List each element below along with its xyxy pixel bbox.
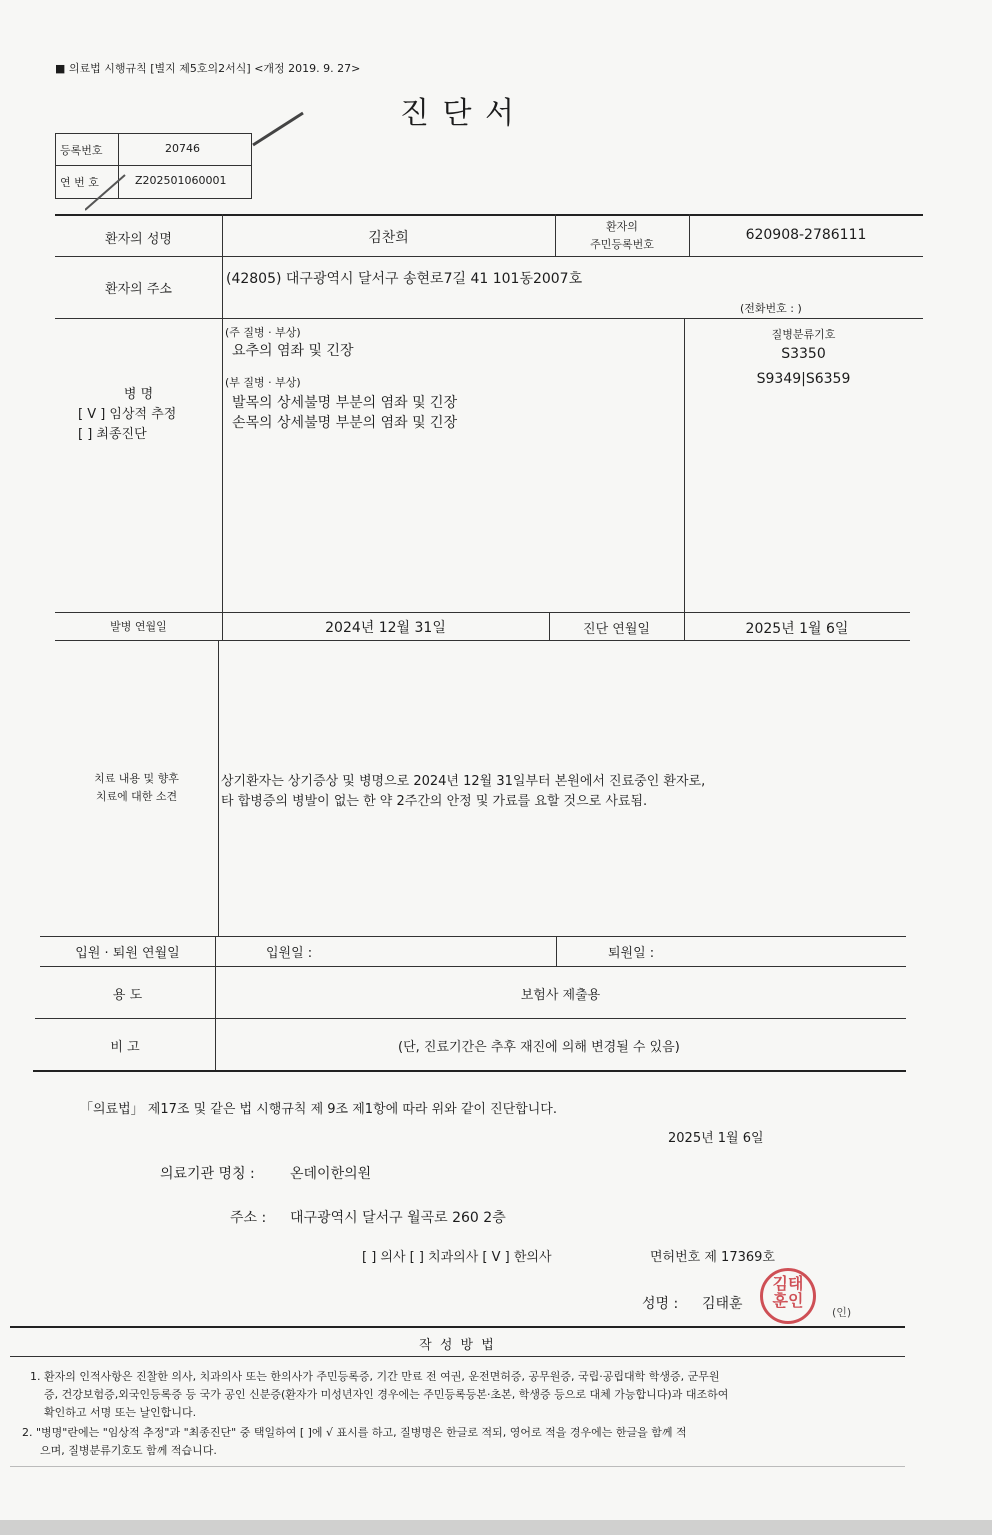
treatment-opinion-line-2: 타 합병증의 병발이 없는 한 약 2주간의 안정 및 가료를 요할 것으로 사료됨.	[221, 794, 648, 809]
clinical-estimate-check: [ V ] 임상적 추정	[78, 407, 177, 422]
instruction-1-line-2: 증, 건강보험증,외국인등록증 등 국가 공인 신분증(환자가 미성년자인 경우에는 주민등록등본·초본, 학생증 등으로 대체 가능합니다)과 대조하여	[44, 1388, 729, 1401]
remarks-label: 비 고	[110, 1040, 140, 1055]
instructions-title: 작 성 방 법	[419, 1338, 496, 1353]
document-title: 진 단 서	[400, 96, 517, 131]
purpose-label: 용 도	[112, 988, 143, 1003]
declaration-text: 「의료법」 제17조 및 같은 법 시행규칙 제 9조 제1항에 따라 위와 같이 진단합니다.	[80, 1102, 557, 1117]
purpose-value: 보험사 제출용	[520, 988, 601, 1003]
onset-date-label: 발병 연월일	[110, 620, 167, 633]
instruction-1-line-3: 확인하고 서명 또는 날인합니다.	[44, 1406, 197, 1419]
form-reference: ■ 의료법 시행규칙 [별지 제5호의2서식] <개정 2019. 9. 27>	[55, 62, 361, 75]
treatment-opinion-line-1: 상기환자는 상기증상 및 병명으로 2024년 12월 31일부터 본원에서 진료중인 환자로,	[221, 774, 706, 789]
patient-rrn: 620908-2786111	[745, 227, 867, 243]
sub-disease-label: (부 질병 · 부상)	[225, 376, 301, 389]
rrn-label-1: 환자의	[606, 220, 638, 233]
instruction-2-line-2: 으며, 질병분류기호도 함께 적습니다.	[40, 1444, 217, 1457]
sub-disease-2: 손목의 상세불명 부분의 염좌 및 긴장	[232, 415, 458, 431]
pen-scribble-mark	[85, 105, 315, 215]
treatment-label-2: 치료에 대한 소견	[95, 790, 178, 803]
patient-name: 김찬희	[368, 230, 409, 246]
institution-name: 온데이한의원	[290, 1166, 372, 1182]
disease-code-main: S3350	[781, 346, 826, 362]
disease-code-sub: S9349|S6359	[756, 371, 851, 387]
final-diagnosis-check: [ ] 최종진단	[78, 427, 147, 442]
serial-label: 연 번 호	[60, 176, 99, 189]
issue-date: 2025년 1월 6일	[668, 1131, 764, 1146]
patient-name-label: 환자의 성명	[105, 232, 172, 247]
rrn-label-2: 주민등록번호	[590, 238, 654, 251]
diagnosis-date-label: 진단 연월일	[583, 622, 650, 637]
instruction-1-line-1: 1. 환자의 인적사항은 진찰한 의사, 치과의사 또는 한의사가 주민등록증, 기간 만료 전 여권, 운전면허증, 공무원증, 국립·공립대학 학생증, 군무원	[30, 1370, 720, 1383]
official-seal-stamp: 김태 훈인	[760, 1268, 816, 1324]
institution-address-label: 주소 :	[230, 1210, 267, 1226]
remarks-value: (단, 진료기간은 추후 재진에 의해 변경될 수 있음)	[398, 1040, 680, 1055]
instruction-2-line-1: 2. "병명"란에는 "임상적 추정"과 "최종진단" 중 택일하여 [ ]에 √ 표시를 하고, 질병명은 한글로 적되, 영어로 적을 경우에는 한글을 함께 적	[22, 1426, 687, 1439]
registration-number: 20746	[165, 142, 200, 155]
treatment-label-1: 치료 내용 및 향후	[94, 772, 179, 785]
discharge-date-label: 퇴원일 :	[608, 946, 655, 961]
seal-placeholder: (인)	[832, 1306, 852, 1319]
patient-address-label: 환자의 주소	[105, 282, 172, 297]
phone-label: (전화번호 : )	[740, 302, 802, 315]
doctor-type-checks: [ ] 의사 [ ] 치과의사 [ V ] 한의사	[362, 1250, 552, 1265]
institution-address: 대구광역시 달서구 월곡로 260 2층	[290, 1210, 506, 1226]
sub-disease-1: 발목의 상세불명 부분의 염좌 및 긴장	[232, 395, 458, 411]
diagnosis-label: 병 명	[123, 387, 154, 402]
institution-name-label: 의료기관 명칭 :	[160, 1166, 255, 1182]
admission-date-label: 입원일 :	[266, 946, 313, 961]
registration-label: 등록번호	[60, 144, 103, 157]
disease-code-label: 질병분류기호	[771, 328, 836, 341]
serial-number: Z202501060001	[135, 174, 227, 187]
patient-address: (42805) 대구광역시 달서구 송현로7길 41 101동2007호	[226, 271, 583, 287]
onset-date: 2024년 12월 31일	[325, 620, 446, 636]
main-disease-1: 요추의 염좌 및 긴장	[232, 343, 354, 359]
main-disease-label: (주 질병 · 부상)	[225, 326, 301, 339]
license-number: 면허번호 제 17369호	[650, 1250, 775, 1265]
signature-label: 성명 :	[642, 1296, 679, 1312]
scan-bottom-shadow	[0, 1520, 992, 1535]
doctor-name: 김태훈	[702, 1296, 743, 1312]
admission-label: 입원 · 퇴원 연월일	[75, 946, 180, 961]
diagnosis-date: 2025년 1월 6일	[745, 621, 849, 637]
